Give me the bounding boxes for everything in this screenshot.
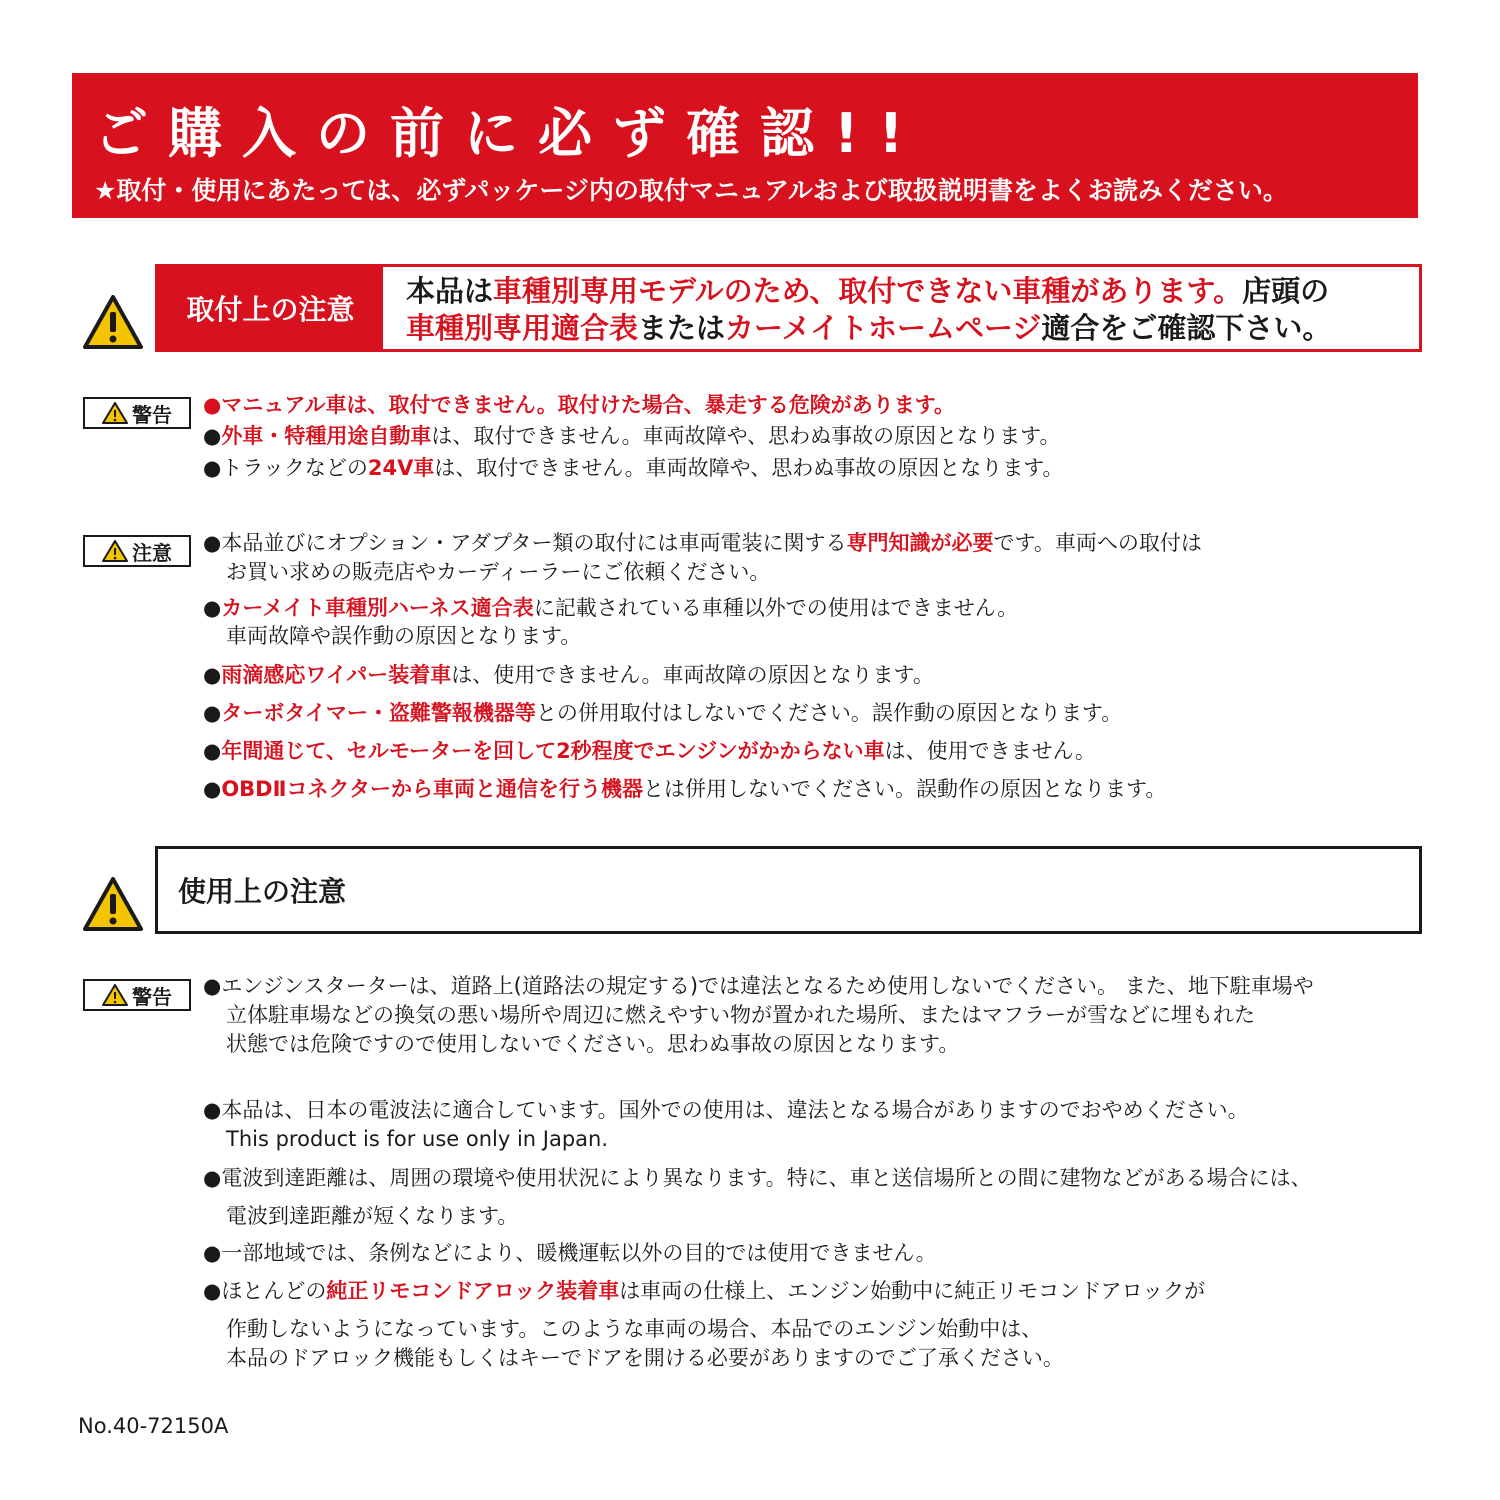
item-text: は、使用できません。 <box>884 739 1096 763</box>
warning-triangle-icon <box>82 294 144 350</box>
install-warning-item <box>203 422 1061 451</box>
warning-tag-label: 警告 <box>132 402 172 427</box>
item-text: です。車両への取付は <box>993 531 1202 555</box>
install-notice-label: 取付上の注意 <box>158 267 383 349</box>
item-text: は、使用できません。車両故障の原因となります。 <box>451 663 934 687</box>
item-text: とは併用しないでください。誤動作の原因となります。 <box>643 777 1167 801</box>
highlight-text: 専門知識が必要 <box>846 531 994 555</box>
usage-warning-item <box>203 1277 1205 1306</box>
warning-triangle-icon <box>82 876 144 932</box>
install-text-highlight: 車種別専用モデルのため、取付できない車種があります。 <box>493 274 1243 308</box>
install-text-plain: 適合をご確認下さい。 <box>1041 311 1332 345</box>
usage-warning-continuation: This product is for use only in Japan. <box>226 1127 609 1151</box>
item-text: との併用取付はしないでください。誤作動の原因となります。 <box>535 701 1123 725</box>
install-warning-item: ●マニュアル車は、取付できません。取付けた場合、暴走する危険があります。 <box>203 393 956 417</box>
install-notice-box <box>155 264 1422 352</box>
banner-title: ご購入の前に必ず確認!! <box>94 102 924 165</box>
install-caution-item <box>203 775 1166 804</box>
usage-warning-continuation: 状態では危険ですので使用しないでください。思わぬ事故の原因となります。 <box>226 1032 960 1056</box>
warning-small-icon <box>102 540 128 562</box>
install-caution-item <box>203 594 1018 623</box>
caution-tag <box>83 535 191 567</box>
warning-tag <box>83 979 191 1011</box>
usage-notice-box <box>155 846 1422 934</box>
install-text-plain: または <box>638 311 726 345</box>
install-notice-text <box>406 273 1331 347</box>
bullet: ● <box>203 777 222 801</box>
warning-small-icon <box>102 984 128 1006</box>
item-text: は、取付できません。車両故障や、思わぬ事故の原因となります。 <box>434 456 1064 480</box>
install-caution-item <box>203 737 1096 766</box>
install-text-highlight: 車種別専用適合表 <box>406 311 639 345</box>
usage-warning-continuation: 立体駐車場などの換気の悪い場所や周辺に燃えやすい物が置かれた場所、またはマフラーが雪などに埋もれた <box>226 1003 1255 1027</box>
bullet: ● <box>203 739 222 763</box>
usage-warning-continuation: 作動しないようになっています。このような車両の場合、本品でのエンジン始動中は、 <box>226 1317 1043 1341</box>
install-text-highlight: カーメイトホームページ <box>725 311 1042 345</box>
banner-subtitle: ★取付・使用にあたっては、必ずパッケージ内の取付マニュアルおよび取扱説明書をよくお読みください。 <box>94 176 1288 205</box>
install-caution-continuation: お買い求めの販売店やカーディーラーにご依頼ください。 <box>226 560 771 584</box>
install-caution-item <box>203 529 1202 558</box>
caution-tag-label: 注意 <box>132 540 172 565</box>
item-text: ●トラックなどの <box>203 456 368 480</box>
item-text: ●ほとんどの <box>203 1279 327 1303</box>
highlight-text: 雨滴感応ワイパー装着車 <box>221 663 452 687</box>
highlight-text: 純正リモコンドアロック装着車 <box>326 1279 620 1303</box>
usage-warning-continuation: 本品のドアロック機能もしくはキーでドアを開ける必要がありますのでご了承ください。 <box>226 1346 1064 1370</box>
item-text: に記載されている車種以外での使用はできません。 <box>533 596 1019 620</box>
usage-warning-item: ●本品は、日本の電波法に適合しています。国外での使用は、違法となる場合がありますのでおやめください。 <box>203 1098 1249 1122</box>
warning-tag <box>83 397 191 429</box>
install-caution-continuation: 車両故障や誤作動の原因となります。 <box>226 624 582 648</box>
warning-tag-label: 警告 <box>132 984 172 1009</box>
warning-small-icon <box>102 402 128 424</box>
usage-warning-continuation: 電波到達距離が短くなります。 <box>226 1204 519 1228</box>
item-text: ●本品並びにオプション・アダプター類の取付には車両電装に関する <box>203 531 847 555</box>
usage-warning-item: ●電波到達距離は、周囲の環境や使用状況により異なります。特に、車と送信場所との間に建物などがある場合には、 <box>203 1166 1312 1190</box>
item-text: は、取付できません。車両故障や、思わぬ事故の原因となります。 <box>431 424 1061 448</box>
highlight-text: ターボタイマー・盗難警報機器等 <box>221 701 536 725</box>
bullet: ● <box>203 596 222 620</box>
bullet: ● <box>203 701 222 725</box>
usage-notice-label: 使用上の注意 <box>178 875 347 908</box>
usage-warning-item: ●一部地域では、条例などにより、暖機運転以外の目的では使用できません。 <box>203 1241 937 1265</box>
usage-warning-item: ●エンジンスターターは、道路上(道路法の規定する)では違法となるため使用しないでください。 また、地下駐車場や <box>203 974 1314 998</box>
highlight-text: 外車・特種用途自動車 <box>221 424 432 448</box>
highlight-text: 24V車 <box>367 456 435 480</box>
install-warning-item <box>203 454 1064 483</box>
install-text-plain: 店頭の <box>1242 274 1330 308</box>
bullet: ● <box>203 663 222 687</box>
highlight-text: カーメイト車種別ハーネス適合表 <box>221 596 534 620</box>
bullet: ● <box>203 424 222 448</box>
model-number: No.40-72150A <box>78 1414 229 1438</box>
install-caution-item <box>203 699 1122 728</box>
item-text: は車両の仕様上、エンジン始動中に純正リモコンドアロックが <box>619 1279 1206 1303</box>
header-banner <box>72 73 1418 218</box>
highlight-text: OBDⅡコネクターから車両と通信を行う機器 <box>221 777 644 801</box>
highlight-text: 年間通じて、セルモーターを回して2秒程度でエンジンがかからない車 <box>221 739 885 763</box>
install-caution-item <box>203 661 934 690</box>
install-text-plain: 本品は <box>406 274 494 308</box>
